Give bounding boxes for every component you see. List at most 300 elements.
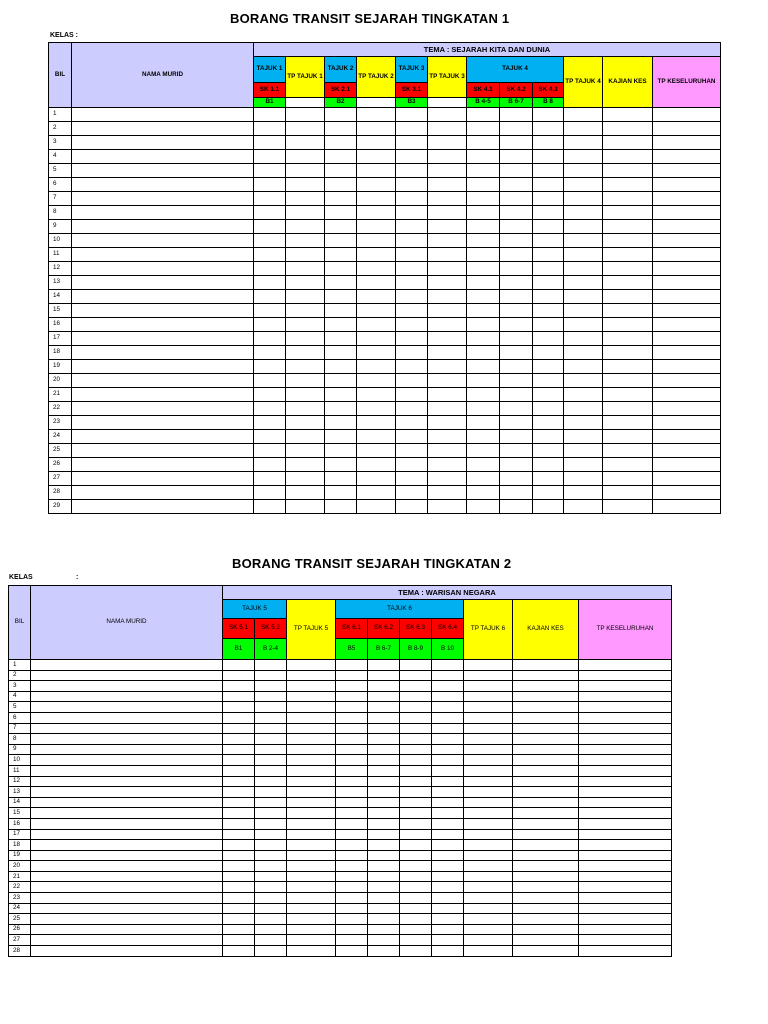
score-cell[interactable] (286, 248, 325, 262)
score-cell[interactable] (325, 444, 357, 458)
score-cell[interactable] (357, 276, 396, 290)
score-cell[interactable] (579, 660, 672, 671)
score-cell[interactable] (464, 935, 513, 946)
score-cell[interactable] (223, 787, 255, 798)
score-cell[interactable] (513, 702, 579, 713)
score-cell[interactable] (357, 262, 396, 276)
score-cell[interactable] (653, 444, 721, 458)
score-cell[interactable] (533, 164, 564, 178)
score-cell[interactable] (428, 234, 467, 248)
score-cell[interactable] (357, 136, 396, 150)
score-cell[interactable] (325, 276, 357, 290)
score-cell[interactable] (286, 444, 325, 458)
score-cell[interactable] (428, 486, 467, 500)
score-cell[interactable] (286, 262, 325, 276)
score-cell[interactable] (564, 164, 603, 178)
score-cell[interactable] (513, 755, 579, 766)
score-cell[interactable] (368, 734, 400, 745)
score-cell[interactable] (603, 500, 653, 514)
score-cell[interactable] (255, 935, 287, 946)
score-cell[interactable] (603, 472, 653, 486)
score-cell[interactable] (513, 660, 579, 671)
score-cell[interactable] (432, 702, 464, 713)
score-cell[interactable] (336, 681, 368, 692)
score-cell[interactable] (428, 360, 467, 374)
score-cell[interactable] (533, 360, 564, 374)
score-cell[interactable] (653, 220, 721, 234)
score-cell[interactable] (428, 402, 467, 416)
score-cell[interactable] (255, 946, 287, 957)
score-cell[interactable] (400, 882, 432, 893)
score-cell[interactable] (603, 136, 653, 150)
score-cell[interactable] (400, 670, 432, 681)
score-cell[interactable] (533, 304, 564, 318)
score-cell[interactable] (464, 850, 513, 861)
score-cell[interactable] (223, 893, 255, 904)
score-cell[interactable] (368, 744, 400, 755)
score-cell[interactable] (564, 262, 603, 276)
score-cell[interactable] (400, 850, 432, 861)
score-cell[interactable] (513, 840, 579, 851)
score-cell[interactable] (223, 712, 255, 723)
score-cell[interactable] (432, 712, 464, 723)
score-cell[interactable] (286, 178, 325, 192)
score-cell[interactable] (500, 248, 533, 262)
score-cell[interactable] (287, 712, 336, 723)
score-cell[interactable] (223, 744, 255, 755)
score-cell[interactable] (254, 206, 286, 220)
score-cell[interactable] (653, 402, 721, 416)
score-cell[interactable] (368, 712, 400, 723)
score-cell[interactable] (579, 691, 672, 702)
score-cell[interactable] (579, 712, 672, 723)
score-cell[interactable] (464, 818, 513, 829)
score-cell[interactable] (464, 871, 513, 882)
score-cell[interactable] (368, 670, 400, 681)
score-cell[interactable] (564, 136, 603, 150)
score-cell[interactable] (653, 346, 721, 360)
score-cell[interactable] (432, 924, 464, 935)
score-cell[interactable] (368, 776, 400, 787)
score-cell[interactable] (467, 234, 500, 248)
score-cell[interactable] (336, 691, 368, 702)
score-cell[interactable] (603, 304, 653, 318)
score-cell[interactable] (467, 178, 500, 192)
score-cell[interactable] (428, 122, 467, 136)
student-name-cell[interactable] (72, 248, 254, 262)
score-cell[interactable] (564, 472, 603, 486)
score-cell[interactable] (464, 755, 513, 766)
score-cell[interactable] (287, 914, 336, 925)
score-cell[interactable] (223, 734, 255, 745)
score-cell[interactable] (579, 776, 672, 787)
score-cell[interactable] (579, 882, 672, 893)
score-cell[interactable] (603, 458, 653, 472)
score-cell[interactable] (255, 723, 287, 734)
student-name-cell[interactable] (31, 914, 223, 925)
score-cell[interactable] (432, 723, 464, 734)
score-cell[interactable] (564, 500, 603, 514)
score-cell[interactable] (464, 797, 513, 808)
score-cell[interactable] (500, 290, 533, 304)
score-cell[interactable] (464, 660, 513, 671)
score-cell[interactable] (564, 276, 603, 290)
score-cell[interactable] (533, 248, 564, 262)
score-cell[interactable] (653, 150, 721, 164)
score-cell[interactable] (533, 346, 564, 360)
score-cell[interactable] (223, 765, 255, 776)
score-cell[interactable] (579, 787, 672, 798)
score-cell[interactable] (513, 850, 579, 861)
score-cell[interactable] (428, 290, 467, 304)
student-name-cell[interactable] (72, 402, 254, 416)
student-name-cell[interactable] (31, 681, 223, 692)
student-name-cell[interactable] (31, 765, 223, 776)
score-cell[interactable] (467, 290, 500, 304)
student-name-cell[interactable] (72, 108, 254, 122)
score-cell[interactable] (579, 723, 672, 734)
score-cell[interactable] (336, 924, 368, 935)
score-cell[interactable] (400, 660, 432, 671)
score-cell[interactable] (533, 332, 564, 346)
score-cell[interactable] (223, 808, 255, 819)
student-name-cell[interactable] (31, 776, 223, 787)
score-cell[interactable] (603, 164, 653, 178)
student-name-cell[interactable] (31, 691, 223, 702)
score-cell[interactable] (428, 220, 467, 234)
score-cell[interactable] (533, 458, 564, 472)
student-name-cell[interactable] (31, 660, 223, 671)
score-cell[interactable] (500, 416, 533, 430)
score-cell[interactable] (513, 871, 579, 882)
score-cell[interactable] (368, 829, 400, 840)
score-cell[interactable] (467, 346, 500, 360)
score-cell[interactable] (533, 472, 564, 486)
score-cell[interactable] (400, 861, 432, 872)
score-cell[interactable] (533, 108, 564, 122)
score-cell[interactable] (467, 360, 500, 374)
score-cell[interactable] (400, 776, 432, 787)
score-cell[interactable] (223, 660, 255, 671)
score-cell[interactable] (579, 797, 672, 808)
score-cell[interactable] (336, 755, 368, 766)
score-cell[interactable] (500, 192, 533, 206)
score-cell[interactable] (368, 893, 400, 904)
score-cell[interactable] (500, 178, 533, 192)
score-cell[interactable] (467, 122, 500, 136)
score-cell[interactable] (287, 903, 336, 914)
score-cell[interactable] (564, 374, 603, 388)
score-cell[interactable] (564, 248, 603, 262)
student-name-cell[interactable] (31, 818, 223, 829)
score-cell[interactable] (579, 914, 672, 925)
score-cell[interactable] (579, 744, 672, 755)
score-cell[interactable] (579, 903, 672, 914)
score-cell[interactable] (336, 744, 368, 755)
score-cell[interactable] (428, 332, 467, 346)
student-name-cell[interactable] (72, 304, 254, 318)
score-cell[interactable] (254, 318, 286, 332)
score-cell[interactable] (464, 903, 513, 914)
score-cell[interactable] (500, 220, 533, 234)
score-cell[interactable] (396, 332, 428, 346)
score-cell[interactable] (533, 276, 564, 290)
score-cell[interactable] (336, 660, 368, 671)
score-cell[interactable] (357, 318, 396, 332)
score-cell[interactable] (396, 206, 428, 220)
score-cell[interactable] (467, 136, 500, 150)
score-cell[interactable] (254, 486, 286, 500)
score-cell[interactable] (223, 935, 255, 946)
score-cell[interactable] (286, 430, 325, 444)
student-name-cell[interactable] (72, 486, 254, 500)
score-cell[interactable] (400, 935, 432, 946)
score-cell[interactable] (287, 808, 336, 819)
score-cell[interactable] (286, 108, 325, 122)
student-name-cell[interactable] (31, 734, 223, 745)
score-cell[interactable] (223, 723, 255, 734)
score-cell[interactable] (467, 108, 500, 122)
score-cell[interactable] (287, 776, 336, 787)
score-cell[interactable] (357, 122, 396, 136)
score-cell[interactable] (400, 691, 432, 702)
score-cell[interactable] (254, 234, 286, 248)
score-cell[interactable] (336, 765, 368, 776)
score-cell[interactable] (564, 388, 603, 402)
score-cell[interactable] (396, 150, 428, 164)
score-cell[interactable] (287, 702, 336, 713)
score-cell[interactable] (428, 248, 467, 262)
score-cell[interactable] (336, 871, 368, 882)
score-cell[interactable] (223, 797, 255, 808)
student-name-cell[interactable] (31, 744, 223, 755)
score-cell[interactable] (336, 702, 368, 713)
score-cell[interactable] (325, 500, 357, 514)
score-cell[interactable] (336, 787, 368, 798)
score-cell[interactable] (286, 500, 325, 514)
score-cell[interactable] (464, 829, 513, 840)
score-cell[interactable] (255, 691, 287, 702)
score-cell[interactable] (603, 122, 653, 136)
score-cell[interactable] (336, 861, 368, 872)
score-cell[interactable] (428, 276, 467, 290)
score-cell[interactable] (325, 402, 357, 416)
student-name-cell[interactable] (72, 206, 254, 220)
score-cell[interactable] (396, 122, 428, 136)
score-cell[interactable] (432, 903, 464, 914)
score-cell[interactable] (432, 871, 464, 882)
score-cell[interactable] (287, 681, 336, 692)
score-cell[interactable] (396, 430, 428, 444)
score-cell[interactable] (533, 206, 564, 220)
student-name-cell[interactable] (72, 122, 254, 136)
score-cell[interactable] (432, 681, 464, 692)
score-cell[interactable] (464, 882, 513, 893)
score-cell[interactable] (464, 946, 513, 957)
score-cell[interactable] (286, 318, 325, 332)
score-cell[interactable] (500, 458, 533, 472)
score-cell[interactable] (254, 290, 286, 304)
score-cell[interactable] (325, 360, 357, 374)
student-name-cell[interactable] (31, 840, 223, 851)
score-cell[interactable] (464, 702, 513, 713)
score-cell[interactable] (653, 472, 721, 486)
score-cell[interactable] (500, 332, 533, 346)
score-cell[interactable] (325, 192, 357, 206)
score-cell[interactable] (254, 402, 286, 416)
score-cell[interactable] (653, 206, 721, 220)
score-cell[interactable] (579, 850, 672, 861)
score-cell[interactable] (286, 192, 325, 206)
score-cell[interactable] (286, 290, 325, 304)
score-cell[interactable] (464, 808, 513, 819)
score-cell[interactable] (579, 924, 672, 935)
score-cell[interactable] (286, 374, 325, 388)
score-cell[interactable] (603, 206, 653, 220)
score-cell[interactable] (432, 882, 464, 893)
score-cell[interactable] (254, 276, 286, 290)
score-cell[interactable] (336, 903, 368, 914)
score-cell[interactable] (368, 871, 400, 882)
score-cell[interactable] (286, 346, 325, 360)
score-cell[interactable] (464, 723, 513, 734)
student-name-cell[interactable] (31, 787, 223, 798)
score-cell[interactable] (400, 744, 432, 755)
score-cell[interactable] (467, 192, 500, 206)
student-name-cell[interactable] (31, 871, 223, 882)
score-cell[interactable] (357, 290, 396, 304)
score-cell[interactable] (325, 248, 357, 262)
score-cell[interactable] (223, 871, 255, 882)
score-cell[interactable] (653, 262, 721, 276)
score-cell[interactable] (428, 206, 467, 220)
score-cell[interactable] (357, 220, 396, 234)
student-name-cell[interactable] (31, 861, 223, 872)
score-cell[interactable] (467, 318, 500, 332)
score-cell[interactable] (533, 122, 564, 136)
score-cell[interactable] (400, 787, 432, 798)
student-name-cell[interactable] (72, 430, 254, 444)
score-cell[interactable] (286, 486, 325, 500)
score-cell[interactable] (368, 808, 400, 819)
score-cell[interactable] (287, 829, 336, 840)
student-name-cell[interactable] (31, 712, 223, 723)
score-cell[interactable] (400, 797, 432, 808)
score-cell[interactable] (432, 755, 464, 766)
score-cell[interactable] (500, 318, 533, 332)
score-cell[interactable] (396, 304, 428, 318)
score-cell[interactable] (603, 444, 653, 458)
score-cell[interactable] (467, 416, 500, 430)
score-cell[interactable] (564, 220, 603, 234)
score-cell[interactable] (357, 150, 396, 164)
score-cell[interactable] (368, 946, 400, 957)
score-cell[interactable] (428, 164, 467, 178)
student-name-cell[interactable] (31, 702, 223, 713)
score-cell[interactable] (653, 178, 721, 192)
score-cell[interactable] (368, 924, 400, 935)
score-cell[interactable] (428, 458, 467, 472)
score-cell[interactable] (287, 787, 336, 798)
score-cell[interactable] (254, 108, 286, 122)
score-cell[interactable] (513, 670, 579, 681)
score-cell[interactable] (603, 248, 653, 262)
score-cell[interactable] (579, 702, 672, 713)
score-cell[interactable] (564, 332, 603, 346)
score-cell[interactable] (368, 723, 400, 734)
score-cell[interactable] (396, 500, 428, 514)
score-cell[interactable] (467, 388, 500, 402)
score-cell[interactable] (357, 332, 396, 346)
score-cell[interactable] (603, 318, 653, 332)
score-cell[interactable] (254, 304, 286, 318)
score-cell[interactable] (286, 206, 325, 220)
score-cell[interactable] (513, 712, 579, 723)
score-cell[interactable] (286, 122, 325, 136)
score-cell[interactable] (223, 882, 255, 893)
score-cell[interactable] (368, 850, 400, 861)
score-cell[interactable] (223, 702, 255, 713)
student-name-cell[interactable] (31, 850, 223, 861)
score-cell[interactable] (357, 458, 396, 472)
score-cell[interactable] (432, 818, 464, 829)
score-cell[interactable] (432, 850, 464, 861)
student-name-cell[interactable] (72, 262, 254, 276)
score-cell[interactable] (653, 318, 721, 332)
score-cell[interactable] (357, 402, 396, 416)
score-cell[interactable] (325, 416, 357, 430)
score-cell[interactable] (533, 374, 564, 388)
score-cell[interactable] (255, 882, 287, 893)
score-cell[interactable] (396, 220, 428, 234)
score-cell[interactable] (357, 374, 396, 388)
score-cell[interactable] (357, 164, 396, 178)
score-cell[interactable] (428, 178, 467, 192)
score-cell[interactable] (287, 818, 336, 829)
score-cell[interactable] (533, 220, 564, 234)
score-cell[interactable] (428, 346, 467, 360)
score-cell[interactable] (400, 702, 432, 713)
score-cell[interactable] (432, 787, 464, 798)
score-cell[interactable] (255, 755, 287, 766)
score-cell[interactable] (432, 914, 464, 925)
student-name-cell[interactable] (72, 500, 254, 514)
score-cell[interactable] (653, 416, 721, 430)
score-cell[interactable] (464, 861, 513, 872)
score-cell[interactable] (400, 903, 432, 914)
score-cell[interactable] (223, 903, 255, 914)
score-cell[interactable] (254, 360, 286, 374)
score-cell[interactable] (254, 178, 286, 192)
score-cell[interactable] (325, 122, 357, 136)
score-cell[interactable] (564, 192, 603, 206)
score-cell[interactable] (336, 882, 368, 893)
score-cell[interactable] (396, 290, 428, 304)
score-cell[interactable] (336, 818, 368, 829)
score-cell[interactable] (432, 744, 464, 755)
score-cell[interactable] (368, 787, 400, 798)
score-cell[interactable] (396, 486, 428, 500)
score-cell[interactable] (286, 164, 325, 178)
score-cell[interactable] (396, 388, 428, 402)
score-cell[interactable] (432, 797, 464, 808)
score-cell[interactable] (653, 374, 721, 388)
score-cell[interactable] (254, 332, 286, 346)
score-cell[interactable] (287, 765, 336, 776)
score-cell[interactable] (464, 712, 513, 723)
score-cell[interactable] (564, 402, 603, 416)
score-cell[interactable] (564, 318, 603, 332)
